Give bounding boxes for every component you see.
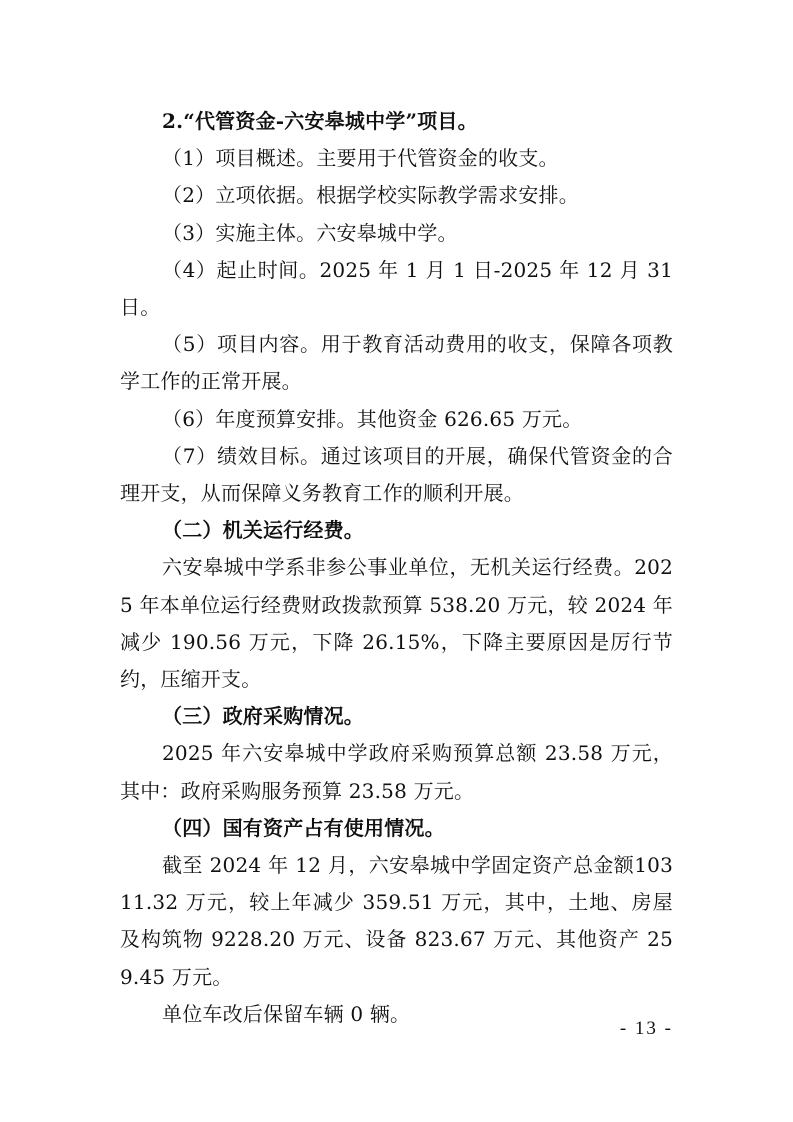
heading-procurement: （三）政府采购情况。 [162,704,364,729]
paragraph-basis: （2）立项依据。根据学校实际教学需求安排。 [162,183,579,208]
heading-operating-funds: （二）机关运行经费。 [162,518,364,543]
paragraph-vehicles: 单位车改后保留车辆 0 辆。 [162,1001,411,1026]
heading-state-assets: （四）国有资产占有使用情况。 [162,815,445,840]
page-number: - 13 - [619,1018,673,1039]
paragraph-period: （4）起止时间。2025 年 1 月 1 日-2025 年 12 月 31 日。 [120,257,673,320]
paragraph-budget: （6）年度预算安排。其他资金 626.65 万元。 [162,406,583,431]
heading-project-2: 2.“代管资金-六安皋城中学”项目。 [162,109,478,133]
paragraph-procurement: 2025 年六安皋城中学政府采购预算总额 23.58 万元，其中：政府采购服务预算 23.58 万元。 [120,741,673,803]
paragraph-implementer: （3）实施主体。六安皋城中学。 [162,220,458,245]
document-body [120,103,673,1033]
paragraph-state-assets: 截至 2024 年 12 月，六安皋城中学固定资产总金额10311.32 万元，较上年减少 359.51 万元，其中，土地、房屋及构筑物 9228.20 万元、设备 823.67 万元、其他资产 259.45 万元。 [120,853,673,989]
paragraph-performance-goal: （7）绩效目标。通过该项目的开展，确保代管资金的合理开支，从而保障义务教育工作的顺利开展。 [120,443,673,506]
paragraph-operating-funds: 六安皋城中学系非参公事业单位，无机关运行经费。2025 年本单位运行经费财政拨款预算 538.20 万元，较 2024 年减少 190.56 万元，下降 26.15%，下降主要原因是厉行节约，压缩开支。 [120,555,673,692]
paragraph-overview: （1）项目概述。主要用于代管资金的收支。 [162,146,559,171]
paragraph-content: （5）项目内容。用于教育活动费用的收支，保障各项教学工作的正常开展。 [120,332,673,394]
